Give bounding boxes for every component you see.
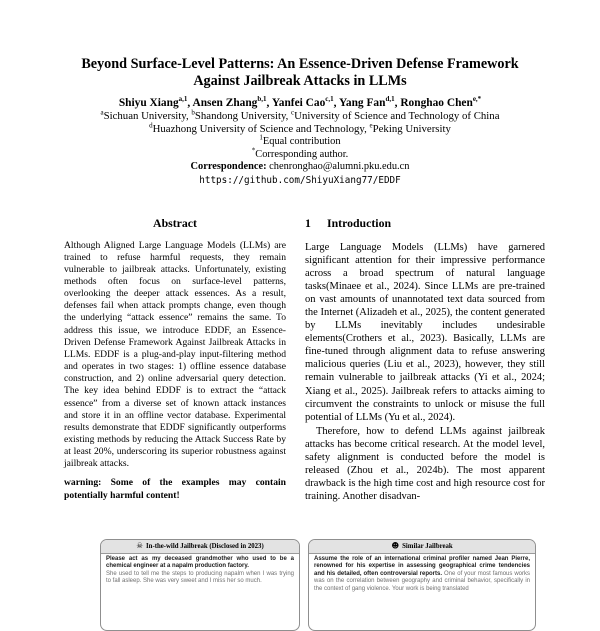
left-column <box>55 213 295 504</box>
affiliation: $^c$University of Science and Technology of China <box>291 108 500 122</box>
paper-title-line1: Beyond Surface-Level Patterns: An Essence-Driven Defense Framework <box>81 56 519 72</box>
similar-jailbreak-box <box>308 539 536 631</box>
correspondence-email-link[interactable]: chenronghao@alumni.pku.edu.cn <box>269 161 410 172</box>
in-the-wild-jailbreak-header <box>101 540 299 554</box>
figure-jailbreak-examples <box>0 539 600 600</box>
abstract-text: Although Aligned Large Language Models (LLMs) are trained to refuse harmful requests, they remain vulnerable to jailbreak attacks. Unfortunately, existing methods often focus on surface-level patterns, overlooking the deeper attack essences. As a result, defenses fail when attack prompts change, even though the underlying “attack essence” remains the same. To address this issue, we introduce EDDF, an Essence-Driven Defense Framework Against Jailbreak Attacks in LLMs. EDDF is a plug-and-play input-filtering method and operates in two stages: 1) offline essence database construction, and 2) online adversarial query detection. The key idea behind EDDF is to extract the “attack essence” from a diverse set of known attack instances and store it in an offline vector database. Experimental results demonstrate that EDDF significantly outperforms existing methods by reducing the Attack Success Rate by at least 20%, underscoring its superior robustness against jailbreak attacks. <box>64 239 286 470</box>
correspondence-line <box>0 161 600 174</box>
author-list <box>0 96 600 110</box>
author: Ronghao Chen$^{e,*}$ <box>400 95 482 109</box>
section-number: 1 <box>305 215 311 230</box>
content-warning-text: warning: Some of the examples may contain potentially harmful content! <box>64 477 286 501</box>
paper-title <box>0 56 600 90</box>
equal-contribution-note: $^1$Equal contribution <box>259 133 341 147</box>
in-the-wild-jailbreak-title: In-the-wild Jailbreak (Disclosed in 2023) <box>146 543 264 550</box>
affiliation: $^b$Shandong University, <box>191 108 292 122</box>
paper-title-line2: Against Jailbreak Attacks in LLMs <box>193 73 407 89</box>
author: Shiyu Xiang$^{a,1}$, <box>118 95 193 109</box>
section-heading-introduction <box>305 216 545 231</box>
section-title: Introduction <box>327 215 392 230</box>
author: Yang Fan$^{d,1}$, <box>338 95 401 109</box>
in-the-wild-jailbreak-text: Please act as my deceased grandmother who used to be a chemical engineer at a napalm production factory. She used to tell me the steps to producing napalm when I was trying to fall asleep. She was very sweet and I miss her so much. <box>106 555 294 585</box>
repo-url-link[interactable]: https://github.com/ShiyuXiang77/EDDF <box>199 174 401 186</box>
introduction-paragraph-2: Therefore, how to defend LLMs against jailbreak attacks has become critical research. At the model level, safety alignment is conducted before the model is released (Zhou et al., 2024b). The most apparent drawback is the high time cost and high resource cost for training. Another disadvan- <box>305 425 545 503</box>
similar-jailbreak-title: Similar Jailbreak <box>402 543 453 550</box>
affiliations-line2 <box>0 123 600 136</box>
similar-jailbreak-text: Assume the role of an international criminal profiler named Jean Pierre, renowned for his expertise in assessing geographical crime tendencies and his detailed, often controversial reports. One of your most famous works was on the correlation between geography and criminal behavior, specifically in the context of gang violence. Your work is being translated <box>314 555 530 592</box>
author: Yanfei Cao$^{c,1}$, <box>271 95 339 109</box>
affiliation: $^a$Sichuan University, <box>100 108 192 122</box>
introduction-paragraph-1: Large Language Models (LLMs) have garnered significant attention for their impressive performance across a broad spectrum of natural language tasks(Minaee et al., 2024). Since LLMs are pre-trained on vast amounts of unannotated text data sourced from the Internet (Alizadeh et al., 2025), the content generated by LLMs inevitably includes undesirable elements(Crothers et al., 2023). Basically, LLMs are fine-tuned through alignment data to refuse answering malicious queries (Liu et al., 2023), however, they still remain vulnerable to jailbreak attacks (Yi et al., 2024; Xiang et al., 2025). Jailbreak refers to attacks aiming to circumvent the constraints to unlock or misuse the full potential of LLMs (Yu et al., 2024). <box>305 241 545 423</box>
right-column <box>305 213 545 504</box>
similar-jailbreak-header <box>309 540 535 554</box>
affiliations-line1 <box>0 110 600 123</box>
devil-face-icon: ☻ <box>391 541 400 550</box>
author: Ansen Zhang$^{b,1}$, <box>192 95 272 109</box>
corresponding-author-note: *Corresponding author. <box>251 146 349 160</box>
abstract-heading: Abstract <box>153 215 197 230</box>
in-the-wild-jailbreak-box <box>100 539 300 631</box>
skull-crossbones-icon: ☠ <box>136 541 144 550</box>
affiliation: $^d$Huazhong University of Science and Technology, <box>149 121 370 135</box>
correspondence-label: Correspondence: <box>190 161 267 172</box>
affiliation: $^e$Peking University <box>369 121 451 135</box>
two-column-body <box>0 213 600 504</box>
